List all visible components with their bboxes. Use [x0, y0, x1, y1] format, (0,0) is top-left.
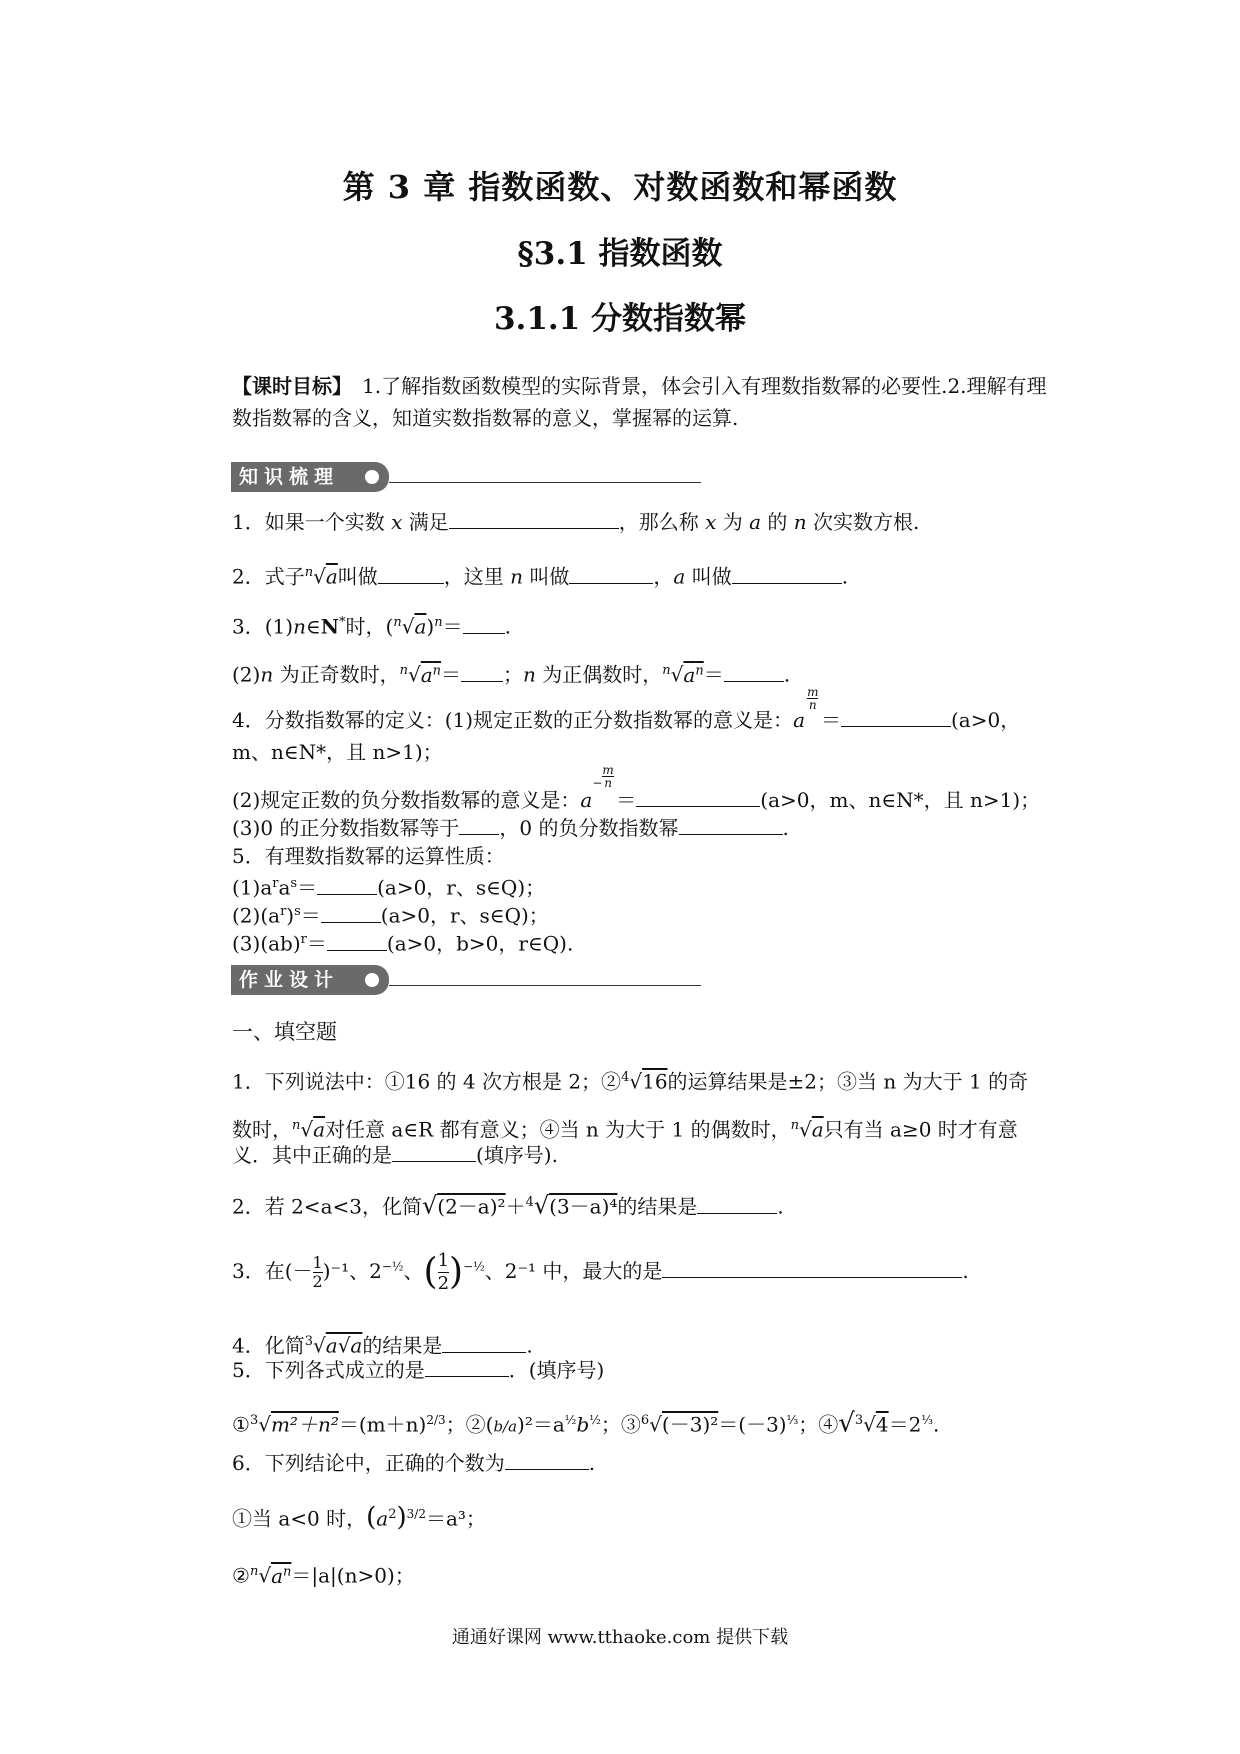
question-5-options: $①^3√m^2+n^2=(m+n)^{2/3}$；$②(b/a)^2=a^{\frac{1}{2}}b^{\frac{1}{2}}$；$③^6√(-3)^2=(-3)^{\frac{1}{3}}$；$④√^3√4=2^{\frac{1}{3}}$.: [232, 1408, 940, 1439]
knowledge-item-5-2: $(2)(a^r)^s= (a>0$，r、s∈Q)；: [232, 903, 549, 928]
knowledge-item-5-1: $(1)a^ra^s= (a>0$，r、s∈Q)；: [232, 875, 546, 900]
objectives-tag: 【课时目标】: [232, 374, 352, 398]
answer-blank[interactable]: [321, 902, 381, 923]
answer-blank[interactable]: [442, 1332, 526, 1353]
banner-rule: [389, 985, 701, 986]
radical-icon: √: [670, 662, 684, 687]
question-6-option-2: $②^n√a^n=|a|(n>0)$；: [232, 1563, 415, 1588]
answer-blank[interactable]: [679, 814, 783, 835]
answer-blank[interactable]: [636, 786, 760, 807]
answer-blank[interactable]: [461, 661, 503, 682]
radical-icon: √: [313, 1333, 326, 1358]
knowledge-item-4-cont: m、n∈N*，且 n>1)；: [232, 740, 443, 764]
banner-rule: [389, 482, 701, 483]
knowledge-item-1: 1．如果一个实数 x 满足 ，那么称 x 为 a 的 n 次实数方根.: [232, 510, 920, 534]
radical-icon: √: [838, 1408, 855, 1439]
knowledge-item-4-part-2: (2)规定正数的负分数指数幂的意义是：a − m n ＝ (a>0，m、n∈N*，且 n>1)；: [232, 763, 1041, 812]
knowledge-item-5-3: (3)(ab)$^r$＝ (a>0，b>0，r∈Q).: [232, 931, 574, 956]
radical-icon: √: [649, 1412, 662, 1437]
answer-blank[interactable]: [724, 661, 784, 682]
knowledge-item-3-part-2: (2)n 为正奇数时，$^n√a^n=$ ；n 为正偶数时，$^n√a^n=$ .: [232, 662, 791, 687]
radical-icon: √: [798, 1117, 812, 1142]
radical-icon: √: [258, 1412, 271, 1437]
radical-icon: √: [313, 564, 326, 589]
section-banner-homework: [231, 965, 731, 995]
section-banner-knowledge: [231, 462, 731, 492]
banner-label: 知识梳理: [231, 462, 389, 492]
question-3: 3．在(－ 1 2)⁻¹、$2^{-\frac{1}{2}}$、( 1 2)$^{-\frac{1}{2}}$、2⁻¹ 中，最大的是 .: [232, 1250, 969, 1294]
radical-icon: √: [863, 1412, 876, 1437]
radical-icon: √: [258, 1563, 272, 1588]
answer-blank[interactable]: [425, 1356, 509, 1377]
question-1-end: 义．其中正确的是 (填序号).: [232, 1143, 558, 1167]
answer-blank[interactable]: [732, 563, 842, 584]
answer-blank[interactable]: [449, 508, 619, 529]
question-4: 4．化简$^3$√a√a的结果是 .: [232, 1333, 533, 1358]
banner-label: 作业设计: [231, 965, 389, 995]
answer-blank[interactable]: [463, 613, 505, 634]
question-1-cont: 数时，$^n$√a对任意 a∈R 都有意义；④当 n 为大于 1 的偶数时，$^n$√a只有当 a≥0 时才有意: [232, 1117, 1018, 1142]
question-2: 2．若 2<a<3，化简√(2－a)²＋$^4$√(3－a)⁴的结果是 .: [232, 1191, 784, 1220]
answer-blank[interactable]: [569, 563, 653, 584]
answer-blank[interactable]: [841, 706, 951, 727]
answer-blank[interactable]: [505, 1449, 589, 1470]
subsection-title: 3.1.1 分数指数幂: [493, 301, 747, 337]
footer-credit: 通通好课网 www.tthaoke.com 提供下载: [451, 1627, 789, 1648]
answer-blank[interactable]: [378, 563, 444, 584]
radical-icon: √: [629, 1069, 643, 1094]
question-6-option-1: ①当 a<0 时，$(a^2)^{3/2}=a^3$；: [232, 1502, 486, 1533]
knowledge-item-3: 3．(1)n∈N*时，$(^n√a)^n=$ .: [232, 614, 511, 639]
answer-blank[interactable]: [327, 930, 387, 951]
group-heading: 一、填空题: [232, 1020, 337, 1044]
radical-icon: √: [300, 1117, 314, 1142]
radical-icon: √: [407, 662, 421, 687]
banner-dot-icon: [365, 973, 379, 987]
question-5: 5．下列各式成立的是 ．(填序号): [232, 1358, 605, 1382]
chapter-title: 第 3 章 指数函数、对数函数和幂函数: [342, 168, 898, 206]
lesson-objectives: [232, 370, 1050, 434]
radical-icon: √: [533, 1191, 550, 1220]
answer-blank[interactable]: [662, 1257, 962, 1278]
question-1: 1．下列说法中：①16 的 4 次方根是 2；②$^4$√16的运算结果是±2；③当 n 为大于 1 的奇: [232, 1069, 1029, 1094]
section-title: §3.1 指数函数: [517, 236, 723, 272]
knowledge-item-2: 2．式子$^n$√a叫做 ，这里 n 叫做 ，a 叫做 .: [232, 564, 849, 589]
answer-blank[interactable]: [392, 1141, 476, 1162]
radical-icon: √: [421, 1191, 438, 1220]
radical-icon: √: [401, 614, 415, 639]
objectives-text: 1.了解指数函数模型的实际背景，体会引入有理数指数幂的必要性.2.理解有理数指数幂的含义，知道实数指数幂的意义，掌握幂的运算.: [232, 374, 1047, 430]
knowledge-item-4-part-3: (3)0 的正分数指数幂等于 ，0 的负分数指数幂 .: [232, 816, 789, 840]
question-6: 6．下列结论中，正确的个数为 .: [232, 1451, 596, 1475]
knowledge-item-4: 4．分数指数幂的定义：(1)规定正数的正分数指数幂的意义是：a m n ＝ (a>0，: [232, 685, 1021, 732]
answer-blank[interactable]: [697, 1193, 777, 1214]
banner-dot-icon: [365, 470, 379, 484]
answer-blank[interactable]: [317, 874, 377, 895]
answer-blank[interactable]: [459, 814, 499, 835]
knowledge-item-5: 5．有理数指数幂的运算性质：: [232, 844, 505, 868]
